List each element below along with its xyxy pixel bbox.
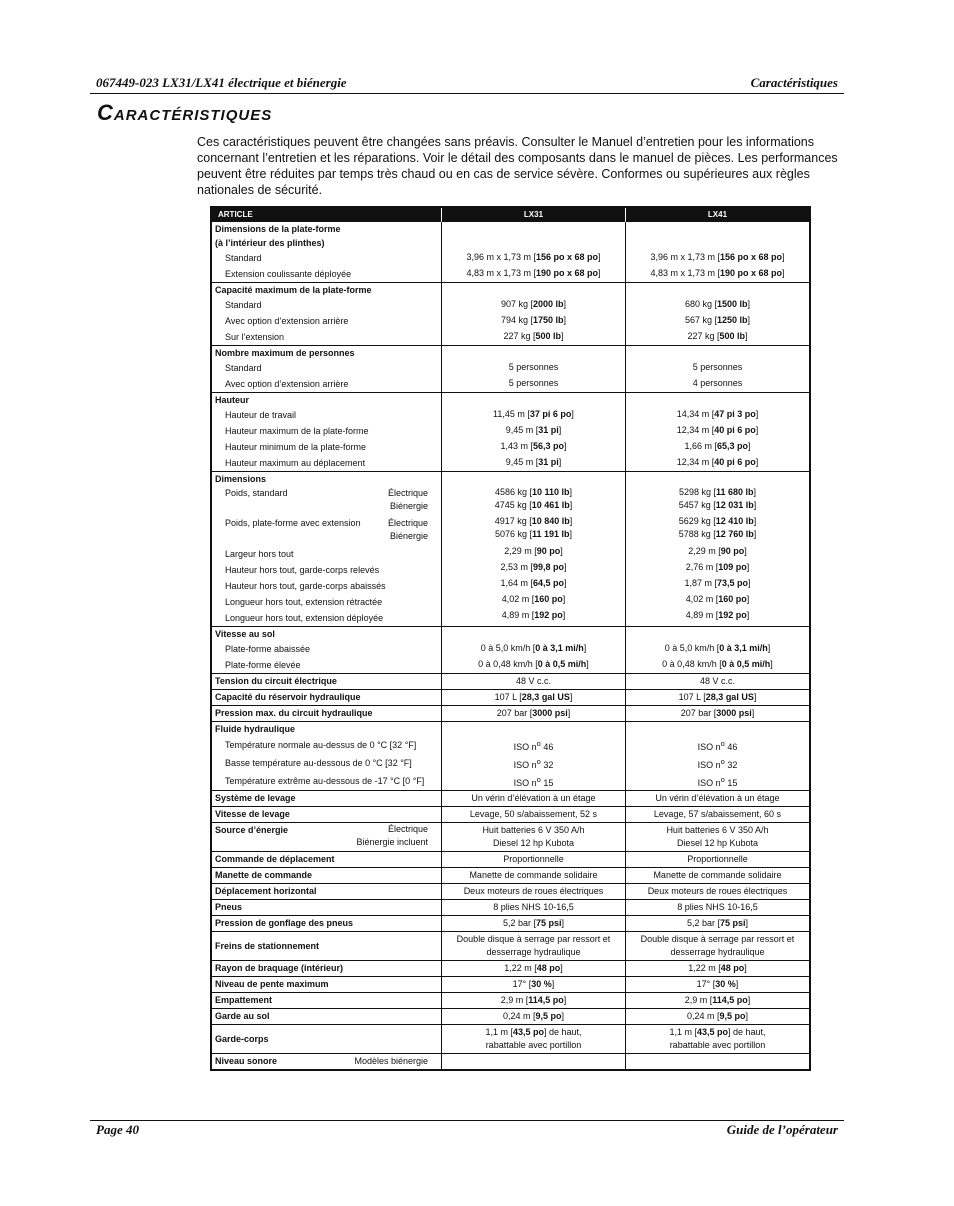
cell-value: 8 plies NHS 10-16,5 [677,902,758,912]
table-row [211,900,810,916]
cell-value: 3,96 m x 1,73 m [156 po x 68 po] [650,252,785,262]
footer-guide-title: Guide de l’opérateur [726,1122,838,1137]
cell-value: 107 L [28,3 gal US] [494,692,573,702]
table-row [211,1025,810,1054]
cell-value: 5 personnes [692,362,743,372]
row-label: Capacité du réservoir hydraulique [215,692,361,702]
cell-value: 907 kg [2000 lb] [500,299,567,309]
cell-value: 567 kg [1250 lb] [684,315,751,325]
row-label: Commande de déplacement [215,854,335,864]
cell-value: 4,83 m x 1,73 m [190 po x 68 po] [466,268,601,278]
row-label: Manette de commande [215,870,313,880]
cell-value: ISO $n^o$ 32 [513,757,554,770]
cell-value: 0 à 0,48 km/h [0 à 0,5 mi/h] [662,659,773,669]
item-label: Hauteur de travail [225,410,297,420]
cell-value: Manette de commande solidaire [469,870,598,880]
cell-value: 14,34 m [47 pi 3 po] [676,409,759,419]
table-row [211,222,810,283]
cell-value: 5,2 bar [75 psi] [686,918,748,928]
row-label: Rayon de braquage (intérieur) [215,963,344,973]
table-row [211,346,810,393]
variant-label: Biénergie [389,531,428,541]
row-label: Déplacement horizontal [215,886,317,896]
row-label: Niveau sonore [215,1056,278,1066]
cell-value: 2,76 m [109 po] [685,562,750,572]
table-row [211,627,810,674]
row-label: Niveau de pente maximum [215,979,329,989]
item-label: Longueur hors tout, extension déployée [225,613,384,623]
cell-value [445,1054,622,1069]
table-row [211,1009,810,1025]
cell-value: 2,29 m [90 po] [688,546,747,556]
cell-value: 5298 kg [11 680 lb] 5457 kg [12 031 lb] [678,487,757,510]
group-title: Vitesse au sol [215,629,275,639]
item-label: Température normale au-dessus de 0 °C [32 °F] [225,740,417,750]
cell-value: Huit batteries 6 V 350 A/h Diesel 12 hp Kubota [482,825,585,848]
header-rule [90,93,844,94]
item-label: Avec option d’extension arrière [225,379,349,389]
table-row [211,993,810,1009]
item-label: Plate-forme abaissée [225,644,311,654]
cell-value: 0,24 m [9,5 po] [502,1011,564,1021]
page-number: Page 40 [96,1122,139,1137]
table-row [211,472,810,627]
page-header [96,75,838,93]
variant-label: Électrique [387,518,428,528]
group-title: Nombre maximum de personnes [215,348,355,358]
row-label: Garde au sol [215,1011,270,1021]
table-row [211,674,810,690]
table-row [211,706,810,722]
cell-value: 3,96 m x 1,73 m [156 po x 68 po] [466,252,601,262]
cell-value: 0,24 m [9,5 po] [686,1011,748,1021]
cell-value: 48 V c.c. [515,676,551,686]
item-label: Plate-forme élevée [225,660,301,670]
cell-value: 1,1 m [43,5 po] de haut, rabattable avec portillon [669,1027,766,1050]
cell-value: 4,83 m x 1,73 m [190 po x 68 po] [650,268,785,278]
cell-value: 4,02 m [160 po] [685,594,750,604]
item-label: Hauteur maximum de la plate-forme [225,426,369,436]
item-label: Sur l’extension [225,332,285,342]
table-row [211,916,810,932]
cell-value: ISO $n^o$ 32 [697,757,738,770]
header-document-title: 067449-023 LX31/LX41 électrique et biénergie [96,75,347,90]
cell-value: ISO $n^o$ 46 [697,739,738,752]
cell-value: 1,1 m [43,5 po] de haut, rabattable avec portillon [485,1027,582,1050]
cell-value: 1,87 m [73,5 po] [684,578,751,588]
table-row [211,1054,810,1071]
variant-label: Modèles biénergie [354,1056,428,1066]
cell-value: 1,22 m [48 po] [504,963,563,973]
variant-label: Électrique [387,488,428,498]
table-row [211,690,810,706]
item-label: Standard [225,363,262,373]
cell-value: 227 kg [500 lb] [503,331,564,341]
variant-label: Électrique [387,824,428,834]
table-row [211,884,810,900]
row-label: Vitesse de levage [215,809,290,819]
cell-value: 680 kg [1500 lb] [684,299,751,309]
intro-paragraph: Ces caractéristiques peuvent être changées sans préavis. Consulter le Manuel d’entretien pour les informations concernant l’entretien et les réparations. Voir le détail des composants dans le manuel de pièces. Les performances peuvent être réduites par temps très chaud ou en cas de service sévère. Conformes ou supérieures aux règles nationales de sécurité. [197,135,838,197]
table-row [211,932,810,961]
table-row [211,791,810,807]
cell-value: Un vérin d’élévation à un étage [471,793,596,803]
cell-value: 4 personnes [692,378,743,388]
table-row [211,722,810,791]
variant-label: Biénergie incluent [356,837,428,847]
table-row [211,852,810,868]
cell-value: Double disque à serrage par ressort et desserrage hydraulique [456,934,611,957]
cell-value: 12,34 m [40 pi 6 po] [676,457,759,467]
cell-value: 2,53 m [99,8 po] [500,562,567,572]
table-header-row [211,207,810,222]
cell-value: 4,89 m [192 po] [501,610,566,620]
cell-value: ISO $n^o$ 15 [513,775,554,788]
specifications-table [210,206,811,1071]
cell-value: Levage, 50 s/abaissement, 52 s [469,809,598,819]
cell-value: 4,89 m [192 po] [685,610,750,620]
row-label: Tension du circuit électrique [215,676,337,686]
cell-value: Double disque à serrage par ressort et desserrage hydraulique [640,934,795,957]
row-label: Garde-corps [215,1034,269,1044]
table-row [211,868,810,884]
cell-value: 5,2 bar [75 psi] [502,918,564,928]
item-label: Avec option d’extension arrière [225,316,349,326]
table-row [211,393,810,472]
cell-value: ISO $n^o$ 15 [697,775,738,788]
cell-value: 1,66 m [65,3 po] [684,441,751,451]
item-label: Longueur hors tout, extension rétractée [225,597,383,607]
cell-value: 0 à 0,48 km/h [0 à 0,5 mi/h] [478,659,589,669]
cell-value: 2,9 m [114,5 po] [684,995,751,1005]
group-subtitle: (à l’intérieur des plinthes) [215,238,325,248]
cell-value: 2,29 m [90 po] [504,546,563,556]
cell-value: 9,45 m [31 pi] [505,457,562,467]
row-label: Empattement [215,995,273,1005]
cell-value: 207 bar [3000 psi] [496,708,571,718]
cell-value: 107 L [28,3 gal US] [678,692,757,702]
cell-value: Un vérin d’élévation à un étage [655,793,780,803]
group-title: Fluide hydraulique [215,724,296,734]
cell-value: 4917 kg [10 840 lb] 5076 kg [11 191 lb] [494,516,573,539]
cell-value [629,1054,806,1069]
row-label: Pneus [215,902,243,912]
cell-value: 9,45 m [31 pi] [505,425,562,435]
row-label: Source d’énergie [215,825,289,835]
cell-value: 207 bar [3000 psi] [680,708,755,718]
cell-value: 227 kg [500 lb] [687,331,748,341]
table-row [211,823,810,852]
cell-value: 2,9 m [114,5 po] [500,995,567,1005]
footer-rule [90,1120,844,1121]
page-footer [96,1122,838,1140]
cell-value: Manette de commande solidaire [653,870,782,880]
cell-value: Huit batteries 6 V 350 A/h Diesel 12 hp Kubota [666,825,769,848]
cell-value: 5 personnes [508,362,559,372]
row-label: Pression max. du circuit hydraulique [215,708,373,718]
item-label: Standard [225,253,262,263]
cell-value: 794 kg [1750 lb] [500,315,567,325]
column-header-article: ARTICLE [211,207,442,222]
item-label: Hauteur hors tout, garde-corps abaissés [225,581,386,591]
item-label: Extension coulissante déployée [225,269,352,279]
cell-value: 1,64 m [64,5 po] [500,578,567,588]
table-row [211,283,810,346]
cell-value: 1,43 m [56,3 po] [500,441,567,451]
item-label: Poids, standard [225,488,288,498]
group-title: Dimensions [215,474,267,484]
cell-value: ISO $n^o$ 46 [513,739,554,752]
header-section-title: Caractéristiques [750,75,838,90]
cell-value: 0 à 5,0 km/h [0 à 3,1 mi/h] [480,643,587,653]
column-header-lx31: LX31 [442,207,626,222]
cell-value: 11,45 m [37 pi 6 po] [493,409,574,419]
cell-value: 1,22 m [48 po] [688,963,747,973]
table-row [211,961,810,977]
item-label: Température extrême au-dessous de -17 °C [0 °F] [225,776,425,786]
cell-value: Deux moteurs de roues électriques [463,886,604,896]
cell-value: 12,34 m [40 pi 6 po] [676,425,759,435]
row-label: Système de levage [215,793,296,803]
cell-value: Deux moteurs de roues électriques [647,886,788,896]
cell-value: 0 à 5,0 km/h [0 à 3,1 mi/h] [664,643,771,653]
column-header-lx41: LX41 [625,207,810,222]
variant-label: Biénergie [389,501,428,511]
cell-value: Proportionnelle [687,854,748,864]
group-title: Hauteur [215,395,250,405]
cell-value: 8 plies NHS 10-16,5 [493,902,574,912]
table-row [211,807,810,823]
group-title: Dimensions de la plate-forme [215,224,341,234]
cell-value: Proportionnelle [503,854,564,864]
cell-value: Levage, 57 s/abaissement, 60 s [653,809,782,819]
cell-value: 5629 kg [12 410 lb] 5788 kg [12 760 lb] [678,516,757,539]
cell-value: 17° [30 %] [696,979,739,989]
cell-value: 4586 kg [10 110 lb] 4745 kg [10 461 lb] [494,487,573,510]
item-label: Hauteur minimum de la plate-forme [225,442,367,452]
item-label: Hauteur hors tout, garde-corps relevés [225,565,380,575]
item-label: Basse température au-dessous de 0 °C [32 °F] [225,758,412,768]
group-title: Capacité maximum de la plate-forme [215,285,372,295]
row-label: Freins de stationnement [215,941,320,951]
item-label: Poids, plate-forme avec extension [225,518,361,528]
cell-value: 5 personnes [508,378,559,388]
cell-value: 4,02 m [160 po] [501,594,566,604]
item-label: Standard [225,300,262,310]
item-label: Hauteur maximum au déplacement [225,458,366,468]
table-row [211,977,810,993]
cell-value: 48 V c.c. [699,676,735,686]
page-title: Caractéristiques [97,100,273,125]
item-label: Largeur hors tout [225,549,294,559]
cell-value: 17° [30 %] [512,979,555,989]
row-label: Pression de gonflage des pneus [215,918,354,928]
